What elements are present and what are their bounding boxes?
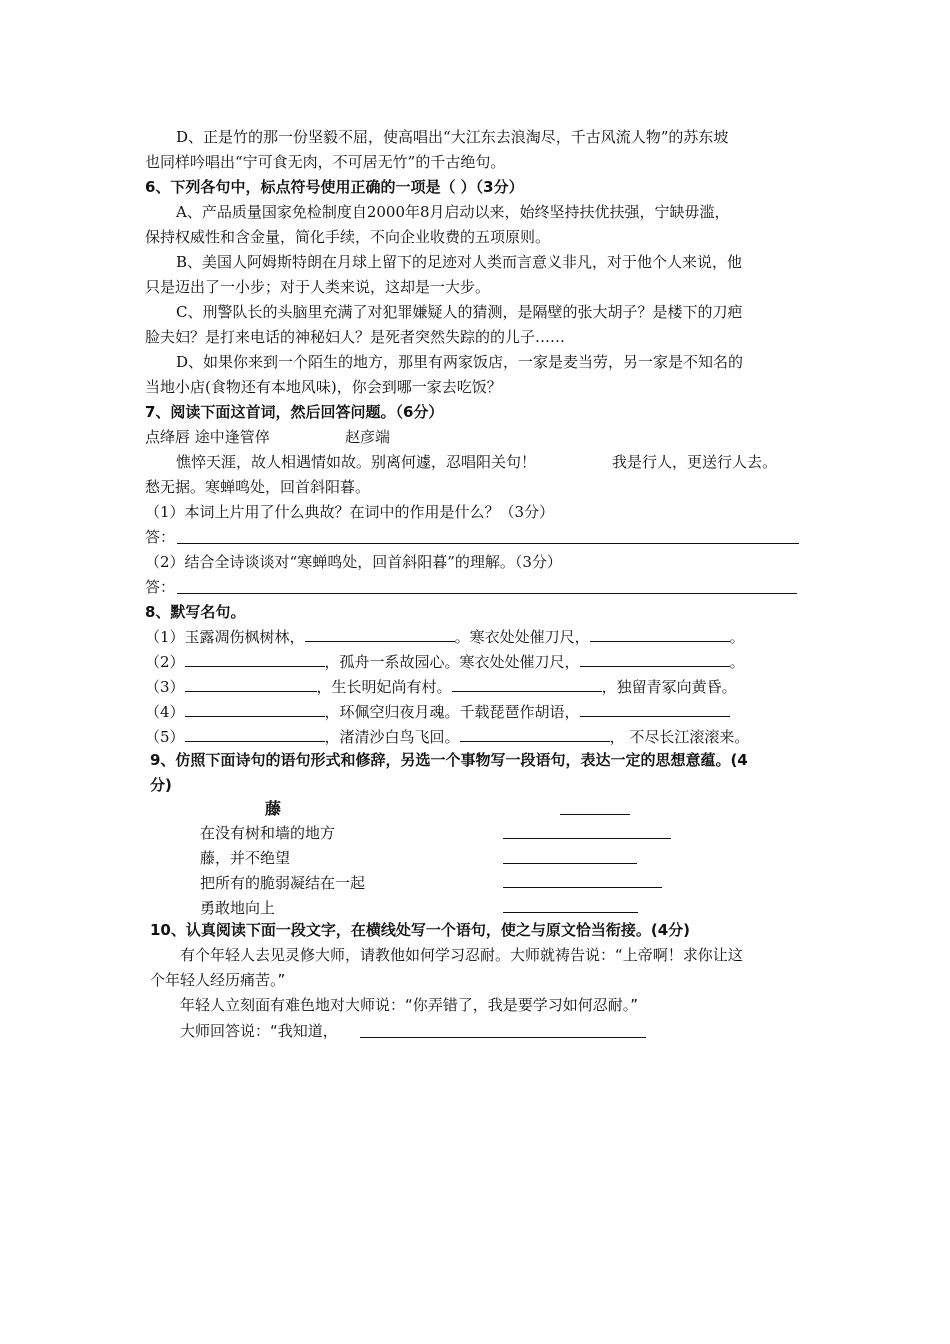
q6-option-c-line2: 脸夫妇？是打来电话的神秘妇人？是死者突然失踪的的儿子…… xyxy=(145,328,566,346)
q8-item-num: （2） xyxy=(145,653,185,671)
answer-blank[interactable] xyxy=(580,651,730,667)
q7-answer1-blank[interactable] xyxy=(177,543,799,544)
q8-item-text: 。 xyxy=(729,653,745,671)
answer-blank[interactable] xyxy=(185,701,325,717)
q9-line3-blank[interactable] xyxy=(503,887,662,888)
q10-paragraph2: 年轻人立刻面有难色地对大师说：“你弄错了，我是要学习如何忍耐。” xyxy=(180,996,639,1014)
q7-poem-title: 点绛唇 途中逢管倅 xyxy=(145,428,270,446)
q8-item-num: （3） xyxy=(145,678,185,696)
q10-answer-blank[interactable] xyxy=(360,1037,646,1038)
q9-line1-blank[interactable] xyxy=(503,838,671,839)
q9-poem-line2: 藤，并不绝望 xyxy=(200,849,291,867)
q7-answer2-label: 答： xyxy=(145,578,176,596)
answer-blank[interactable] xyxy=(580,701,730,717)
q5-option-d-line2: 也同样吟唱出“宁可食无肉，不可居无竹”的千古绝句。 xyxy=(145,153,506,171)
q10-paragraph1-line1: 有个年轻人去见灵修大师，请教他如何学习忍耐。大师就祷告说：“上帝啊！求你让这 xyxy=(180,946,743,964)
q9-line2-blank[interactable] xyxy=(503,863,637,864)
q7-poem-line1b: 我是行人，更送行人去。 xyxy=(612,453,778,471)
q8-item-num: （5） xyxy=(145,728,185,746)
q6-option-b-line1: B、美国人阿姆斯特朗在月球上留下的足迹对人类而言意义非凡，对于他个人来说，他 xyxy=(176,253,743,271)
q8-item-4 xyxy=(145,701,730,723)
q6-option-d-line1: D、如果你来到一个陌生的地方，那里有两家饭店，一家是麦当劳，另一家是不知名的 xyxy=(176,353,744,371)
answer-blank[interactable] xyxy=(305,626,455,642)
q9-title-line1: 9、仿照下面诗句的语句形式和修辞，另选一个事物写一段语句，表达一定的思想意蕴。(4 xyxy=(150,751,748,769)
answer-blank[interactable] xyxy=(185,651,325,667)
q6-option-d-line2: 当地小店(食物还有本地风味)，你会到哪一家去吃饭？ xyxy=(145,378,502,396)
q10-paragraph1-line2: 个年轻人经历痛苦。” xyxy=(150,971,286,989)
q8-item-5 xyxy=(145,726,749,748)
q8-item-text: ，独留青冢向黄昏。 xyxy=(601,678,737,696)
q9-poem-line4: 勇敢地向上 xyxy=(200,899,276,917)
answer-blank[interactable] xyxy=(460,726,610,742)
q8-item-text: ，生长明妃尚有村。 xyxy=(316,678,452,696)
q8-item-text: ， 不尽长江滚滚来。 xyxy=(609,728,750,746)
q5-option-d-line1: D、正是竹的那一份坚毅不屈，使高唱出“大江东去浪淘尽，千古风流人物”的苏东坡 xyxy=(176,128,729,146)
q7-answer1-label: 答： xyxy=(145,528,176,546)
q7-poem-line2: 愁无据。寒蝉鸣处，回首斜阳暮。 xyxy=(145,478,371,496)
q9-line4-blank[interactable] xyxy=(503,912,638,913)
q8-item-text: 玉露凋伤枫树林， xyxy=(184,628,305,646)
answer-blank[interactable] xyxy=(590,626,730,642)
q8-item-text: ，孤舟一系故园心。寒衣处处催刀尺， xyxy=(324,653,580,671)
q8-item-3 xyxy=(145,676,737,698)
q6-option-b-line2: 只是迈出了一小步；对于人类来说，这却是一大步。 xyxy=(145,278,491,296)
q7-poem-line1: 憔悴天涯，故人相遇情如故。别离何遽，忍唱阳关句！ xyxy=(176,453,537,471)
q7-sub2: （2）结合全诗谈谈对“寒蝉鸣处，回首斜阳暮”的理解。（3分） xyxy=(145,553,562,571)
q6-title: 6、下列各句中，标点符号使用正确的一项是（ ）（3分） xyxy=(145,178,524,196)
q10-title: 10、认真阅读下面一段文字，在横线处写一个语句，使之与原文恰当衔接。(4分) xyxy=(150,921,691,939)
q7-poem-author: 赵彦端 xyxy=(345,428,391,446)
q8-item-1 xyxy=(145,626,745,648)
q9-title-blank[interactable] xyxy=(560,814,630,815)
q9-poem-line1: 在没有树和墙的地方 xyxy=(200,824,336,842)
q7-title: 7、阅读下面这首词，然后回答问题。（6分） xyxy=(145,403,444,421)
q8-item-text: ，渚清沙白鸟飞回。 xyxy=(324,728,460,746)
q8-item-text: ，环佩空归夜月魂。千载琵琶作胡语， xyxy=(324,703,580,721)
q6-option-a-line1: A、产品质量国家免检制度自2000年8月启动以来，始终坚持扶优扶强，宁缺毋滥， xyxy=(176,203,730,221)
q6-option-c-line1: C、刑警队长的头脑里充满了对犯罪嫌疑人的猜测，是隔壁的张大胡子？是楼下的刀疤 xyxy=(176,303,743,321)
q8-title: 8、默写名句。 xyxy=(145,603,246,621)
q6-option-a-line2: 保持权威性和含金量，简化手续，不向企业收费的五项原则。 xyxy=(145,228,551,246)
answer-blank[interactable] xyxy=(185,726,325,742)
q10-paragraph3: 大师回答说：“我知道， xyxy=(180,1022,338,1040)
q8-item-2 xyxy=(145,651,745,673)
q9-title-line2: 分) xyxy=(150,776,172,794)
q7-answer2-blank[interactable] xyxy=(177,593,797,594)
q9-poem-title: 藤 xyxy=(265,799,282,818)
answer-blank[interactable] xyxy=(452,676,602,692)
q8-item-num: （1） xyxy=(145,628,185,646)
q8-item-text: 。寒衣处处催刀尺， xyxy=(454,628,590,646)
q9-poem-line3: 把所有的脆弱凝结在一起 xyxy=(200,874,366,892)
q7-sub1: （1）本词上片用了什么典故？在词中的作用是什么？（3分） xyxy=(145,503,555,521)
q8-item-num: （4） xyxy=(145,703,185,721)
q8-item-text: 。 xyxy=(729,628,745,646)
answer-blank[interactable] xyxy=(185,676,317,692)
